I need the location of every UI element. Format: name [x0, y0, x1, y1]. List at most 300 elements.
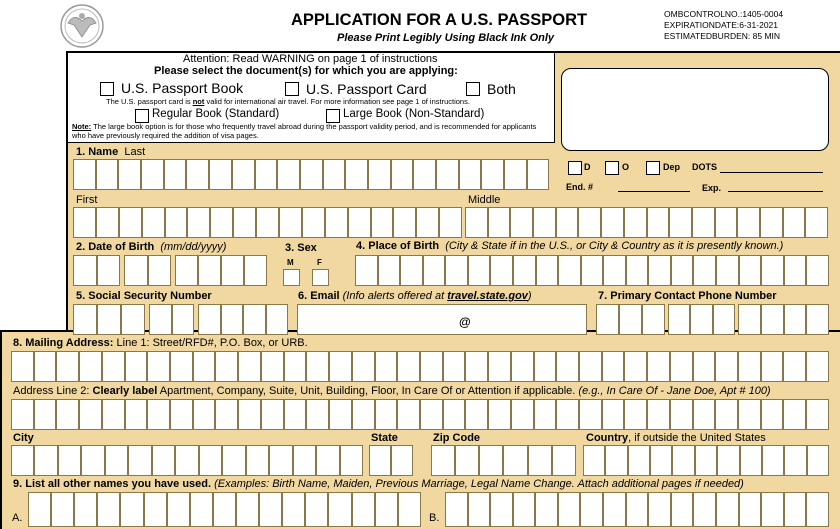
address-line1-cell[interactable]	[261, 351, 284, 382]
city-cell[interactable]	[199, 445, 222, 476]
office-o-label: O	[622, 162, 630, 172]
regular-book-checkbox[interactable]	[135, 109, 149, 123]
middle-name-cell[interactable]	[465, 207, 488, 238]
address-line2-cell[interactable]	[443, 399, 466, 430]
email-label	[298, 290, 532, 302]
pob-field[interactable]	[355, 255, 829, 286]
last-name-cell[interactable]	[323, 159, 346, 190]
pob-cell[interactable]	[490, 255, 513, 286]
other-name-b-cell[interactable]	[580, 492, 603, 527]
address-line2-cell[interactable]	[761, 399, 784, 430]
state-cell[interactable]	[369, 445, 391, 476]
address-line2-cell[interactable]	[284, 399, 307, 430]
address-line2-cell[interactable]	[693, 399, 716, 430]
dob-cell[interactable]	[148, 255, 172, 286]
office-o-checkbox[interactable]	[605, 161, 619, 175]
address-line1-cell[interactable]	[284, 351, 307, 382]
address-line1-cell[interactable]	[715, 351, 738, 382]
last-name-cell[interactable]	[391, 159, 414, 190]
phone-line[interactable]	[738, 304, 829, 335]
first-name-cell[interactable]	[256, 207, 279, 238]
first-name-cell[interactable]	[142, 207, 165, 238]
address-line1-cell[interactable]	[465, 351, 488, 382]
other-name-b-cell[interactable]	[761, 492, 784, 527]
city-cell[interactable]	[340, 445, 363, 476]
large-book-note	[72, 123, 542, 140]
phone-cell[interactable]	[806, 304, 829, 335]
address-line2-cell[interactable]	[806, 399, 829, 430]
address-line2-cell[interactable]	[238, 399, 261, 430]
other-name-a-field[interactable]	[28, 492, 421, 527]
address-line2-cell[interactable]	[125, 399, 148, 430]
first-name-cell[interactable]	[302, 207, 325, 238]
first-name-cell[interactable]	[348, 207, 371, 238]
phone-cell[interactable]	[738, 304, 761, 335]
middle-name-cell[interactable]	[805, 207, 828, 238]
address-line1-cell[interactable]	[11, 351, 34, 382]
middle-name-cell[interactable]	[692, 207, 715, 238]
ssn-label: 5. Social Security Number	[76, 290, 212, 302]
office-end-label: End. #	[566, 182, 594, 192]
other-name-b-cell[interactable]	[603, 492, 626, 527]
pob-cell[interactable]	[513, 255, 536, 286]
other-name-b-field[interactable]	[445, 492, 829, 527]
other-name-b-cell[interactable]	[445, 492, 468, 527]
address-line2-cell[interactable]	[11, 399, 34, 430]
last-name-cell[interactable]	[527, 159, 550, 190]
address-line2-cell[interactable]	[579, 399, 602, 430]
other-name-a-cell[interactable]	[144, 492, 167, 527]
dob-year-field[interactable]	[175, 255, 267, 286]
dob-cell[interactable]	[198, 255, 221, 286]
address-line2-cell[interactable]	[56, 399, 79, 430]
pob-cell[interactable]	[536, 255, 559, 286]
country-cell[interactable]	[583, 445, 605, 476]
middle-name-cell[interactable]	[669, 207, 692, 238]
address-line1-cell[interactable]	[488, 351, 511, 382]
middle-name-cell[interactable]	[578, 207, 601, 238]
city-cell[interactable]	[152, 445, 175, 476]
address-line1-cell[interactable]	[420, 351, 443, 382]
address-line1-cell[interactable]	[624, 351, 647, 382]
last-name-cell[interactable]	[209, 159, 232, 190]
pob-cell[interactable]	[603, 255, 626, 286]
country-cell[interactable]	[672, 445, 694, 476]
middle-name-cell[interactable]	[510, 207, 533, 238]
other-name-a-cell[interactable]	[352, 492, 375, 527]
city-cell[interactable]	[246, 445, 269, 476]
address-line2-cell[interactable]	[306, 399, 329, 430]
first-name-cell[interactable]	[73, 207, 96, 238]
address-line1-cell[interactable]	[375, 351, 398, 382]
other-name-a-cell[interactable]	[167, 492, 190, 527]
ssn-cell[interactable]	[266, 304, 289, 335]
country-cell[interactable]	[784, 445, 806, 476]
ssn-cell[interactable]	[243, 304, 266, 335]
last-name-cell[interactable]	[345, 159, 368, 190]
last-name-cell[interactable]	[300, 159, 323, 190]
card-note-part-b: valid for international air travel. For more information see page 1 of instructions.	[204, 97, 470, 106]
ssn-cell[interactable]	[172, 304, 195, 335]
address-line1-cell[interactable]	[352, 351, 375, 382]
pob-cell[interactable]	[693, 255, 716, 286]
last-name-cell[interactable]	[481, 159, 504, 190]
country-cell[interactable]	[628, 445, 650, 476]
city-cell[interactable]	[316, 445, 339, 476]
pob-cell[interactable]	[648, 255, 671, 286]
phone-prefix[interactable]	[668, 304, 735, 335]
address-line2-cell[interactable]	[511, 399, 534, 430]
country-cell[interactable]	[740, 445, 762, 476]
address-line1-cell[interactable]	[738, 351, 761, 382]
passport-book-checkbox[interactable]	[100, 82, 114, 96]
dob-cell[interactable]	[97, 255, 121, 286]
middle-name-field[interactable]	[465, 207, 829, 238]
address-line1-cell[interactable]	[443, 351, 466, 382]
first-name-cell[interactable]	[279, 207, 302, 238]
dob-cell[interactable]	[244, 255, 267, 286]
pob-cell[interactable]	[626, 255, 649, 286]
address-line1-cell[interactable]	[602, 351, 625, 382]
middle-name-cell[interactable]	[737, 207, 760, 238]
phone-area-code[interactable]	[596, 304, 665, 335]
pob-cell[interactable]	[378, 255, 401, 286]
card-note	[106, 97, 470, 106]
address-line1-cell[interactable]	[534, 351, 557, 382]
official-use-box	[561, 68, 829, 151]
address-line1-cell[interactable]	[56, 351, 79, 382]
pob-cell[interactable]	[784, 255, 807, 286]
other-name-b-cell[interactable]	[784, 492, 807, 527]
country-part-a: Country	[586, 432, 629, 444]
address-line2-cell[interactable]	[647, 399, 670, 430]
pob-cell[interactable]	[558, 255, 581, 286]
address-line2-cell[interactable]	[261, 399, 284, 430]
city-cell[interactable]	[175, 445, 198, 476]
sex-f-box[interactable]	[312, 269, 329, 286]
pob-cell[interactable]	[761, 255, 784, 286]
other-name-b-cell[interactable]	[490, 492, 513, 527]
address-line2-cell[interactable]	[147, 399, 170, 430]
other-name-a-cell[interactable]	[305, 492, 328, 527]
other-name-b-cell[interactable]	[558, 492, 581, 527]
city-cell[interactable]	[11, 445, 34, 476]
pob-cell[interactable]	[806, 255, 829, 286]
address-line2-cell[interactable]	[375, 399, 398, 430]
country-cell[interactable]	[762, 445, 784, 476]
other-name-b-cell[interactable]	[716, 492, 739, 527]
phone-cell[interactable]	[668, 304, 690, 335]
name-label	[76, 146, 145, 158]
pob-cell[interactable]	[400, 255, 423, 286]
selection-prompt: Please select the document(s) for which you are applying:	[154, 65, 458, 77]
city-cell[interactable]	[222, 445, 245, 476]
other-name-b-cell[interactable]	[535, 492, 558, 527]
other-name-b-cell[interactable]	[671, 492, 694, 527]
other-name-a-cell[interactable]	[51, 492, 74, 527]
address-line1-cell[interactable]	[306, 351, 329, 382]
middle-name-cell[interactable]	[783, 207, 806, 238]
ssn-part1[interactable]	[73, 304, 145, 335]
office-d-checkbox[interactable]	[568, 161, 582, 175]
address-line1-cell[interactable]	[670, 351, 693, 382]
address-line1-cell[interactable]	[79, 351, 102, 382]
ssn-cell[interactable]	[73, 304, 97, 335]
dob-cell[interactable]	[124, 255, 148, 286]
address-line1-cell[interactable]	[397, 351, 420, 382]
last-name-cell[interactable]	[255, 159, 278, 190]
address-line2-cell[interactable]	[352, 399, 375, 430]
other-name-b-cell[interactable]	[468, 492, 491, 527]
address-line2-cell[interactable]	[329, 399, 352, 430]
zip-cell[interactable]	[528, 445, 552, 476]
address-line2-cell[interactable]	[715, 399, 738, 430]
phone-cell[interactable]	[761, 304, 784, 335]
phone-cell[interactable]	[619, 304, 642, 335]
card-note-part-a: The U.S. passport card is	[106, 97, 193, 106]
address-line2-cell[interactable]	[397, 399, 420, 430]
other-name-a-cell[interactable]	[28, 492, 51, 527]
sex-m-box[interactable]	[283, 269, 300, 286]
phone-cell[interactable]	[596, 304, 619, 335]
middle-name-cell[interactable]	[624, 207, 647, 238]
state-field[interactable]	[369, 445, 413, 476]
last-name-cell[interactable]	[504, 159, 527, 190]
last-name-cell[interactable]	[96, 159, 119, 190]
other-name-a-cell[interactable]	[375, 492, 398, 527]
other-name-b-cell[interactable]	[739, 492, 762, 527]
address-line2-cell[interactable]	[215, 399, 238, 430]
country-field[interactable]	[583, 445, 829, 476]
other-name-a-cell[interactable]	[213, 492, 236, 527]
dob-cell[interactable]	[175, 255, 198, 286]
last-name-cell[interactable]	[141, 159, 164, 190]
pob-cell[interactable]	[423, 255, 446, 286]
address-line2-cell[interactable]	[102, 399, 125, 430]
middle-name-cell[interactable]	[533, 207, 556, 238]
city-cell[interactable]	[105, 445, 128, 476]
other-name-a-cell[interactable]	[328, 492, 351, 527]
first-name-cell[interactable]	[96, 207, 119, 238]
other-name-a-cell[interactable]	[259, 492, 282, 527]
dob-day-field[interactable]	[124, 255, 171, 286]
pob-cell[interactable]	[355, 255, 378, 286]
last-name-cell[interactable]	[413, 159, 436, 190]
other-name-a-cell[interactable]	[120, 492, 143, 527]
ssn-cell[interactable]	[97, 304, 121, 335]
state-cell[interactable]	[391, 445, 413, 476]
phone-cell[interactable]	[713, 304, 735, 335]
address-line1-cell[interactable]	[193, 351, 216, 382]
address-line1-cell[interactable]	[511, 351, 534, 382]
address-line1-cell[interactable]	[647, 351, 670, 382]
ssn-cell[interactable]	[149, 304, 172, 335]
pob-cell[interactable]	[445, 255, 468, 286]
passport-card-label: U.S. Passport Card	[306, 81, 427, 97]
ssn-cell[interactable]	[198, 304, 221, 335]
address-line1-cell[interactable]	[806, 351, 829, 382]
other-name-a-cell[interactable]	[398, 492, 421, 527]
first-name-cell[interactable]	[416, 207, 439, 238]
first-name-label: First	[76, 194, 98, 206]
address-line1-cell[interactable]	[147, 351, 170, 382]
estimated-burden: ESTIMATEDBURDEN: 85 MIN	[664, 31, 781, 41]
office-dep-checkbox[interactable]	[646, 161, 660, 175]
phone-cell[interactable]	[642, 304, 665, 335]
zip-cell[interactable]	[503, 445, 527, 476]
ssn-cell[interactable]	[221, 304, 244, 335]
pob-cell[interactable]	[581, 255, 604, 286]
city-field[interactable]	[11, 445, 363, 476]
pob-cell[interactable]	[468, 255, 491, 286]
last-name-cell[interactable]	[186, 159, 209, 190]
middle-name-cell[interactable]	[647, 207, 670, 238]
zip-cell[interactable]	[455, 445, 479, 476]
city-cell[interactable]	[81, 445, 104, 476]
ssn-part3[interactable]	[198, 304, 288, 335]
address-line2-cell[interactable]	[420, 399, 443, 430]
other-name-b-cell[interactable]	[648, 492, 671, 527]
middle-name-cell[interactable]	[488, 207, 511, 238]
first-name-cell[interactable]	[371, 207, 394, 238]
pob-cell[interactable]	[671, 255, 694, 286]
address-line2-cell[interactable]	[534, 399, 557, 430]
city-cell[interactable]	[58, 445, 81, 476]
address-line1-field[interactable]	[11, 351, 829, 382]
other-name-b-cell[interactable]	[626, 492, 649, 527]
middle-name-label: Middle	[468, 194, 501, 206]
address-line2-cell[interactable]	[624, 399, 647, 430]
first-name-cell[interactable]	[119, 207, 142, 238]
country-cell[interactable]	[717, 445, 739, 476]
address-line2-cell[interactable]	[79, 399, 102, 430]
city-cell[interactable]	[34, 445, 57, 476]
address-line1-cell[interactable]	[761, 351, 784, 382]
city-cell[interactable]	[269, 445, 292, 476]
middle-name-cell[interactable]	[760, 207, 783, 238]
note-label: Note:	[72, 122, 92, 131]
dob-cell[interactable]	[73, 255, 97, 286]
line2-part-b: Clearly label	[92, 385, 158, 397]
last-name-cell[interactable]	[73, 159, 96, 190]
address-line2-cell[interactable]	[738, 399, 761, 430]
address-line2-cell[interactable]	[783, 399, 806, 430]
last-name-cell[interactable]	[277, 159, 300, 190]
zip-cell[interactable]	[431, 445, 455, 476]
address-line2-cell[interactable]	[34, 399, 57, 430]
other-name-a-cell[interactable]	[97, 492, 120, 527]
address-line2-cell[interactable]	[193, 399, 216, 430]
middle-name-cell[interactable]	[601, 207, 624, 238]
address-line2-cell[interactable]	[170, 399, 193, 430]
city-label: City	[13, 432, 34, 444]
last-name-cell[interactable]	[232, 159, 255, 190]
phone-cell[interactable]	[784, 304, 807, 335]
address-line1-cell[interactable]	[170, 351, 193, 382]
other-name-b-label: B.	[429, 512, 440, 524]
address-line1-cell[interactable]	[693, 351, 716, 382]
address-line2-field[interactable]	[11, 399, 829, 430]
address-line2-cell[interactable]	[556, 399, 579, 430]
address-line1-cell[interactable]	[102, 351, 125, 382]
pob-cell[interactable]	[739, 255, 762, 286]
first-name-cell[interactable]	[187, 207, 210, 238]
first-name-cell[interactable]	[233, 207, 256, 238]
dob-month-field[interactable]	[73, 255, 120, 286]
first-name-cell[interactable]	[165, 207, 188, 238]
zip-cell[interactable]	[479, 445, 503, 476]
country-cell[interactable]	[807, 445, 829, 476]
name-number-label: 1. Name	[76, 146, 119, 158]
last-name-field[interactable]	[73, 159, 550, 190]
first-name-cell[interactable]	[439, 207, 462, 238]
zip-field[interactable]	[431, 445, 576, 476]
other-name-a-cell[interactable]	[236, 492, 259, 527]
first-name-cell[interactable]	[210, 207, 233, 238]
middle-name-cell[interactable]	[556, 207, 579, 238]
city-cell[interactable]	[293, 445, 316, 476]
zip-label: Zip Code	[433, 432, 481, 444]
other-name-b-cell[interactable]	[693, 492, 716, 527]
both-checkbox[interactable]	[466, 82, 480, 96]
email-input[interactable]	[297, 304, 587, 335]
last-name-cell[interactable]	[459, 159, 482, 190]
address-line1-cell[interactable]	[556, 351, 579, 382]
other-name-a-cell[interactable]	[74, 492, 97, 527]
address-line2-cell[interactable]	[488, 399, 511, 430]
first-name-cell[interactable]	[393, 207, 416, 238]
address-line1-cell[interactable]	[783, 351, 806, 382]
pob-number-label: 4. Place of Birth	[356, 240, 440, 252]
address-line1-cell[interactable]	[329, 351, 352, 382]
middle-name-cell[interactable]	[715, 207, 738, 238]
zip-cell[interactable]	[552, 445, 576, 476]
other-name-a-cell[interactable]	[282, 492, 305, 527]
large-book-checkbox[interactable]	[326, 109, 340, 123]
last-name-cell[interactable]	[368, 159, 391, 190]
address-line2-cell[interactable]	[602, 399, 625, 430]
passport-book-label: U.S. Passport Book	[121, 80, 244, 96]
first-name-cell[interactable]	[325, 207, 348, 238]
pob-cell[interactable]	[716, 255, 739, 286]
last-name-cell[interactable]	[118, 159, 141, 190]
address-line1-cell[interactable]	[125, 351, 148, 382]
country-cell[interactable]	[650, 445, 672, 476]
phone-cell[interactable]	[690, 304, 712, 335]
address-line1-cell[interactable]	[215, 351, 238, 382]
passport-card-checkbox[interactable]	[285, 82, 299, 96]
address-line1-cell[interactable]	[579, 351, 602, 382]
city-cell[interactable]	[128, 445, 151, 476]
first-name-field[interactable]	[73, 207, 463, 238]
sex-m-label: M	[287, 258, 294, 267]
ssn-cell[interactable]	[121, 304, 145, 335]
country-cell[interactable]	[695, 445, 717, 476]
other-name-b-cell[interactable]	[806, 492, 829, 527]
last-name-cell[interactable]	[164, 159, 187, 190]
address-line2-cell[interactable]	[465, 399, 488, 430]
dob-cell[interactable]	[221, 255, 244, 286]
address-line1-cell[interactable]	[238, 351, 261, 382]
country-cell[interactable]	[605, 445, 627, 476]
address-line1-cell[interactable]	[34, 351, 57, 382]
other-name-a-cell[interactable]	[190, 492, 213, 527]
ssn-part2[interactable]	[149, 304, 194, 335]
address-line2-cell[interactable]	[670, 399, 693, 430]
last-name-cell[interactable]	[436, 159, 459, 190]
other-name-b-cell[interactable]	[513, 492, 536, 527]
other-names-hint: (Examples: Birth Name, Maiden, Previous Marriage, Legal Name Change. Attach additional pages if needed)	[211, 478, 744, 490]
